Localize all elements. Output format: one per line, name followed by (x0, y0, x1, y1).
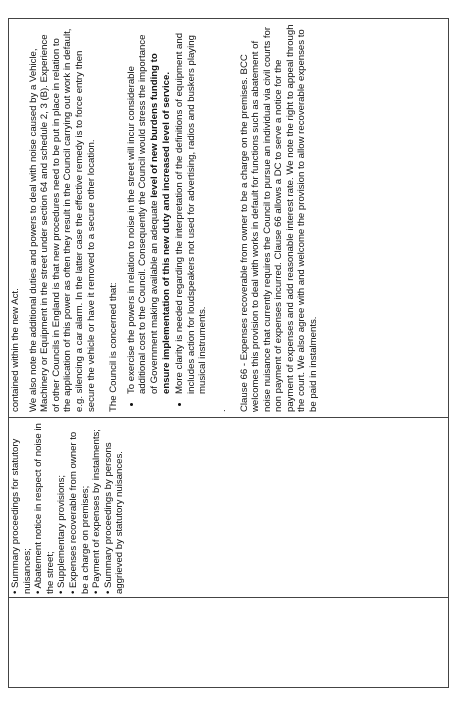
concern-item-funding (126, 24, 172, 394)
table-border-left (8, 687, 449, 688)
column-divider-2 (8, 417, 449, 418)
clause-66-paragraph: Clause 66 - Expenses recoverable from owner to be a charge on the premises. BCC welcomes this provision to deal with works in default for functions such as abatement of noise nuisance that currently requires the Council to pursue an individual via civil courts for non payment of expenses incurred. Clause 66 allows a DC to serve a notice for the payment of expenses and add reasonable interest rate. We note the right to appeal through the court. We also agree with and welcome the provision to allow recoverable expenses to be paid in instalments. (238, 24, 320, 412)
intro-line: contained within the new Act. (10, 288, 21, 412)
list-item: • Supplementary provisions; (56, 422, 68, 594)
empty-cell (9, 598, 448, 687)
concern-lead: The Council is concerned that: (108, 282, 120, 412)
concern-item-bold-text: level of new burdens funding to ensure implementation of this new duty and increased level of service. (148, 53, 172, 394)
list-item: • Summary proceedings for statutory nuisances; (10, 422, 33, 594)
provisions-list-cell (10, 422, 126, 594)
concern-item-text: To exercise the powers in relation to noise in the street will incur considerable additional cost to the Council. Consequently the Council would stress the importance of Government making available an adequate (125, 34, 160, 394)
council-comment-cell (10, 24, 331, 412)
concern-item-definitions: • More clarity is needed regarding the interpretation of the definitions of equipment and includes action for loudspeakers not used for advertising, radios and buskers playing musical instruments. (174, 24, 209, 394)
list-item: • Summary proceedings by persons aggrieved by statutory nuisances. (103, 422, 126, 594)
list-item: • Expenses recoverable from owner to be a charge on premises; (68, 422, 91, 594)
stray-dot: . (216, 409, 228, 412)
table-border-top (8, 18, 9, 688)
list-item: • Payment of expenses by instalments; (91, 422, 103, 594)
table-border-right (8, 18, 449, 19)
list-item: • Abatement notice in respect of noise in the street; (33, 422, 56, 594)
concern-list (126, 24, 209, 412)
table-border-bottom (448, 18, 449, 688)
vehicle-noise-paragraph: We also note the additional duties and powers to deal with noise caused by a Vehicle, Machinery or Equipment in the street under section 64 and schedule 2, 3 (B). Experience of other Councils in England is that new procedures need to be put in place in relation to the application of this power as often they result in the Council carrying out work in default, e.g. silencing a car alarm. In the latter case the effective remedy is to force entry then secure the vehicle or have it removed to a secure other location. (27, 28, 97, 412)
provisions-list (10, 422, 126, 594)
